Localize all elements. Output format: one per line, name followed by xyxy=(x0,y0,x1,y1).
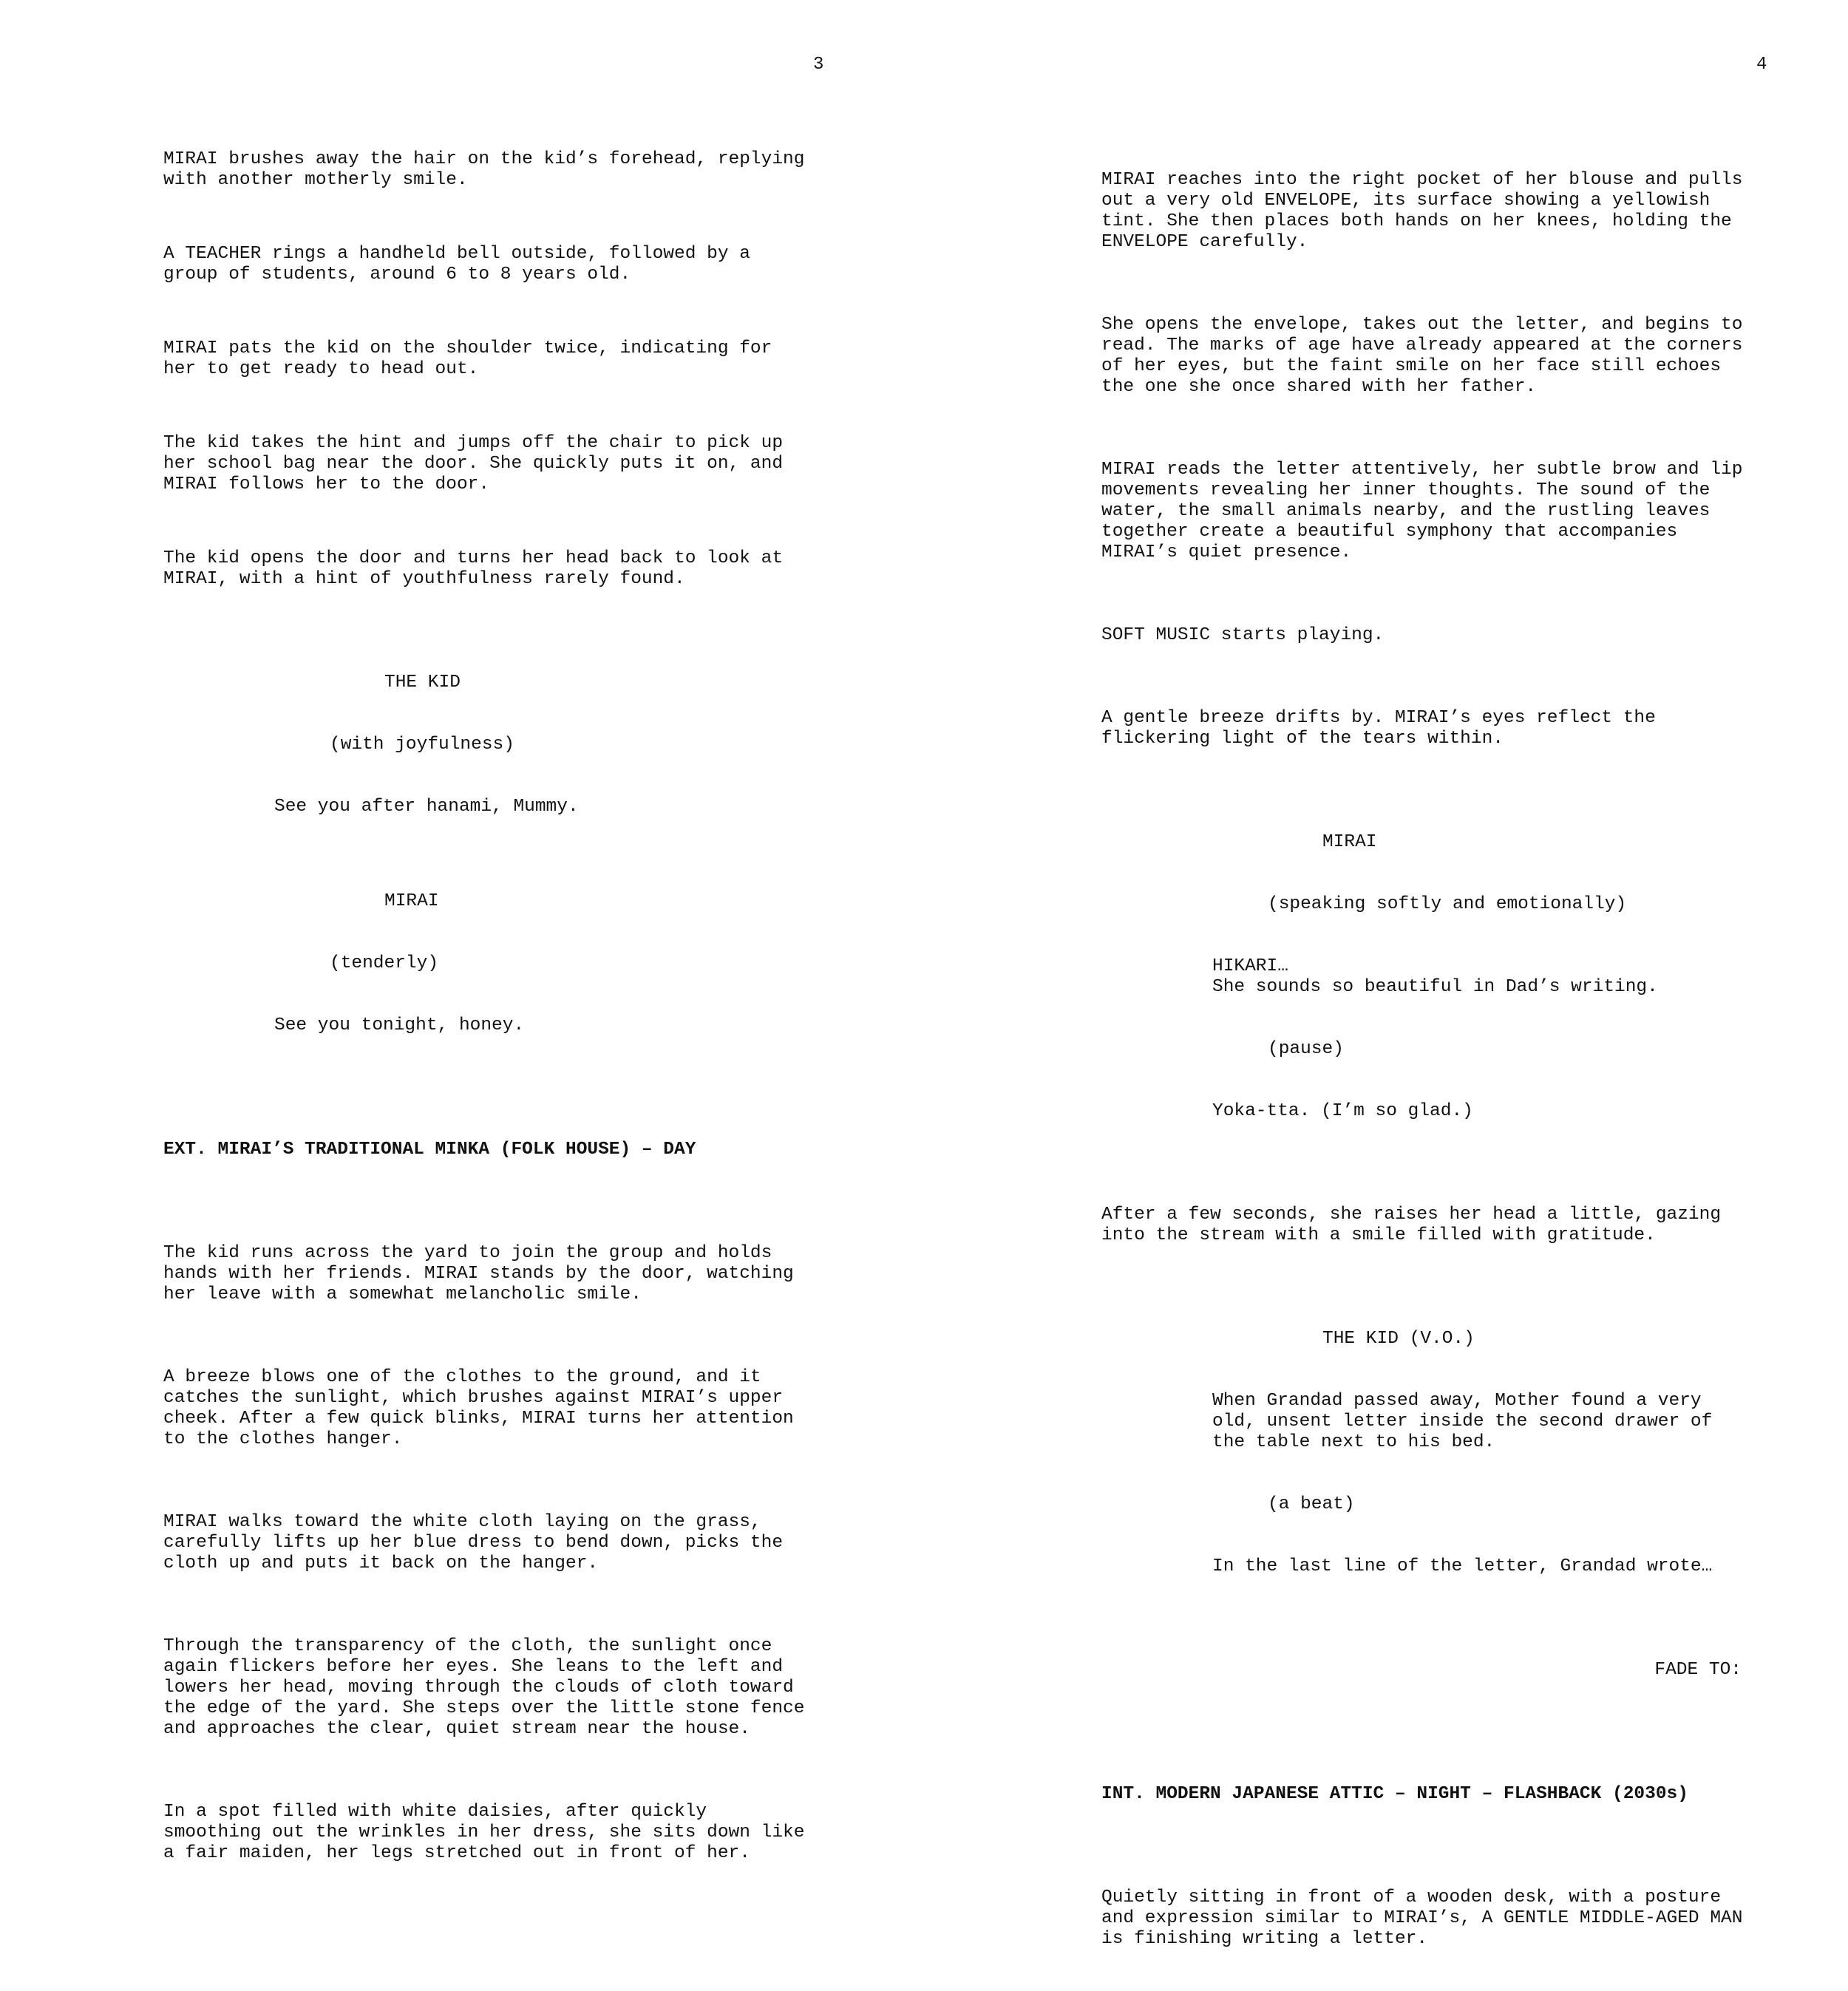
dialogue: See you tonight, honey. xyxy=(274,1015,525,1035)
dialogue: Yoka-tta. (I’m so glad.) xyxy=(1212,1101,1473,1121)
action-line: After a few seconds, she raises her head a little, gazing into the stream with a smile filled with gratitude. xyxy=(1101,1205,1722,1245)
action-line: MIRAI brushes away the hair on the kid’s forehead, replying with another motherly smile. xyxy=(163,149,805,190)
action-line: The kid opens the door and turns her head back to look at MIRAI, with a hint of youthfulness rarely found. xyxy=(163,548,784,589)
action-line: A TEACHER rings a handheld bell outside, followed by a group of students, around 6 to 8 years old. xyxy=(163,244,750,285)
character-name: MIRAI xyxy=(384,891,439,911)
action-line: SOFT MUSIC starts playing. xyxy=(1101,625,1385,645)
page-number: 4 xyxy=(1756,55,1767,75)
parenthetical: (speaking softly and emotionally) xyxy=(1268,894,1627,914)
action-line: MIRAI pats the kid on the shoulder twice, indicating for her to get ready to head out. xyxy=(163,338,772,379)
action-line: A breeze blows one of the clothes to the ground, and it catches the sunlight, which brushes against MIRAI’s upper cheek. After a few quick blinks, MIRAI turns her attention to the clothes hanger. xyxy=(163,1367,794,1449)
scene-heading: EXT. MIRAI’S TRADITIONAL MINKA (FOLK HOUSE) – DAY xyxy=(163,1140,696,1160)
dialogue: When Grandad passed away, Mother found a very old, unsent letter inside the second drawer of the table next to his bed. xyxy=(1212,1391,1713,1452)
script-page-3 xyxy=(0,0,924,1863)
page-body xyxy=(163,108,829,1905)
action-line: She opens the envelope, takes out the letter, and begins to read. The marks of age have already appeared at the corners of her eyes, but the faint smile on her face still echoes the one she once shared with her father. xyxy=(1101,315,1743,397)
action-line: Through the transparency of the cloth, the sunlight once again flickers before her eyes. She leans to the left and lowers her head, moving through the clouds of cloth toward the edge of the yard. She steps over the little stone fence and approaches the clear, quiet stream near the house. xyxy=(163,1636,805,1739)
script-page-4 xyxy=(924,0,1848,1949)
dialogue: See you after hanami, Mummy. xyxy=(274,797,579,817)
dialogue: HIKARI… She sounds so beautiful in Dad’s writing. xyxy=(1212,956,1658,997)
action-line: Quietly sitting in front of a wooden desk, with a posture and expression similar to MIRAI’s, A GENTLE MIDDLE-AGED MAN is finishing writing a letter. xyxy=(1101,1888,1743,1949)
parenthetical: (with joyfulness) xyxy=(330,735,514,755)
page-body xyxy=(1101,129,1767,1991)
action-line: MIRAI reaches into the right pocket of her blouse and pulls out a very old ENVELOPE, its surface showing a yellowish tint. She then places both hands on her knees, holding the ENVELOPE carefully. xyxy=(1101,170,1743,252)
character-name: THE KID (V.O.) xyxy=(1322,1329,1475,1349)
dialogue: In the last line of the letter, Grandad wrote… xyxy=(1212,1556,1713,1576)
character-name: MIRAI xyxy=(1322,832,1377,852)
character-name: THE KID xyxy=(384,673,461,692)
action-line: The kid takes the hint and jumps off the chair to pick up her school bag near the door. She quickly puts it on, and MIRAI follows her to the door. xyxy=(163,433,784,494)
action-line: MIRAI walks toward the white cloth laying on the grass, carefully lifts up her blue dress to bend down, picks the cloth up and puts it back on the hanger. xyxy=(163,1512,784,1573)
page-number: 3 xyxy=(813,55,824,75)
action-line: A gentle breeze drifts by. MIRAI’s eyes reflect the flickering light of the tears within. xyxy=(1101,708,1656,749)
action-line: In a spot filled with white daisies, after quickly smoothing out the wrinkles in her dress, she sits down like a fair maiden, her legs stretched out in front of her. xyxy=(163,1802,805,1863)
parenthetical: (pause) xyxy=(1268,1039,1344,1059)
action-line: MIRAI reads the letter attentively, her subtle brow and lip movements revealing her inner thoughts. The sound of the water, the small animals nearby, and the rustling leaves together create a beautiful symphony that accompanies MIRAI’s quiet presence. xyxy=(1101,460,1743,562)
transition: FADE TO: xyxy=(1654,1660,1742,1680)
action-line: The kid runs across the yard to join the group and holds hands with her friends. MIRAI stands by the door, watching her leave with a somewhat melancholic smile. xyxy=(163,1243,794,1304)
parenthetical: (tenderly) xyxy=(330,953,439,973)
parenthetical: (a beat) xyxy=(1268,1494,1355,1514)
scene-heading: INT. MODERN JAPANESE ATTIC – NIGHT – FLASHBACK (2030s) xyxy=(1101,1784,1688,1804)
